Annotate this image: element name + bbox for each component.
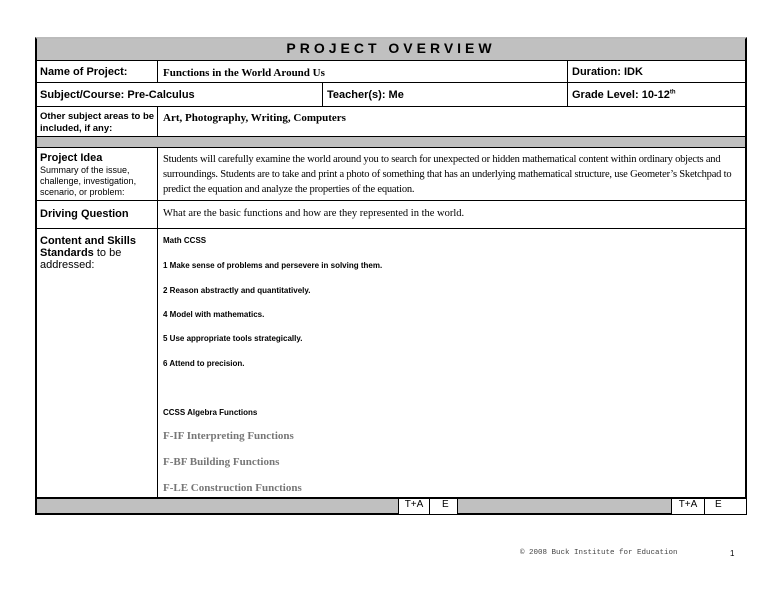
other-subjects-value: Art, Photography, Writing, Computers bbox=[163, 112, 346, 124]
project-idea-text: Students will carefully examine the world around you to search for unexpected or hidden mathematical content within ordinary objects and surroundings. Students are to take and print a photo of something that has an underlying mathematical structure, use Geometer’s Sketchpad to predict the equation and analyze the properties of the equation. bbox=[163, 154, 732, 195]
grade-level: Grade Level: 10-12th bbox=[572, 89, 676, 101]
table-border bbox=[35, 37, 747, 515]
standard-item: 2 Reason abstractly and quantitatively. bbox=[163, 286, 311, 295]
duration: Duration: IDK bbox=[572, 66, 643, 78]
standard-item: 5 Use appropriate tools strategically. bbox=[163, 334, 303, 343]
standard-item: 4 Model with mathematics. bbox=[163, 310, 265, 319]
standard-item: Math CCSS bbox=[163, 236, 207, 245]
teacher: Teacher(s): Me bbox=[327, 89, 404, 101]
copyright: © 2008 Buck Institute for Education bbox=[520, 549, 678, 557]
footer-cell-ta: T+A bbox=[398, 499, 429, 514]
function-standard: F-BF Building Functions bbox=[163, 456, 280, 468]
driving-question-text: What are the basic functions and how are they represented in the world. bbox=[163, 208, 465, 219]
function-standard: F-IF Interpreting Functions bbox=[163, 430, 294, 442]
standard-item: CCSS Algebra Functions bbox=[163, 408, 258, 417]
function-standard: F-LE Construction Functions bbox=[163, 482, 302, 494]
name-label: Name of Project: bbox=[40, 66, 128, 78]
project-idea-label: Project Idea bbox=[40, 152, 103, 164]
driving-question-label: Driving Question bbox=[40, 208, 129, 220]
standard-item: 1 Make sense of problems and persevere in solving them. bbox=[163, 261, 383, 270]
standard-item: 6 Attend to precision. bbox=[163, 359, 245, 368]
footer-cell-e: E bbox=[429, 499, 458, 514]
page-number: 1 bbox=[730, 549, 735, 558]
footer-cell-ta: T+A bbox=[671, 499, 704, 514]
page-title: PROJECT OVERVIEW bbox=[286, 40, 496, 56]
other-subjects-label: Other subject areas to be included, if any: bbox=[40, 111, 155, 134]
content-label: Content and Skills Standards to be addressed: bbox=[40, 235, 136, 271]
footer-cell-e: E bbox=[704, 499, 746, 514]
subject-course: Subject/Course: Pre-Calculus bbox=[40, 89, 195, 101]
project-name: Functions in the World Around Us bbox=[163, 67, 325, 79]
project-idea-sub: Summary of the issue, challenge, investigation, scenario, or problem: bbox=[40, 165, 137, 197]
